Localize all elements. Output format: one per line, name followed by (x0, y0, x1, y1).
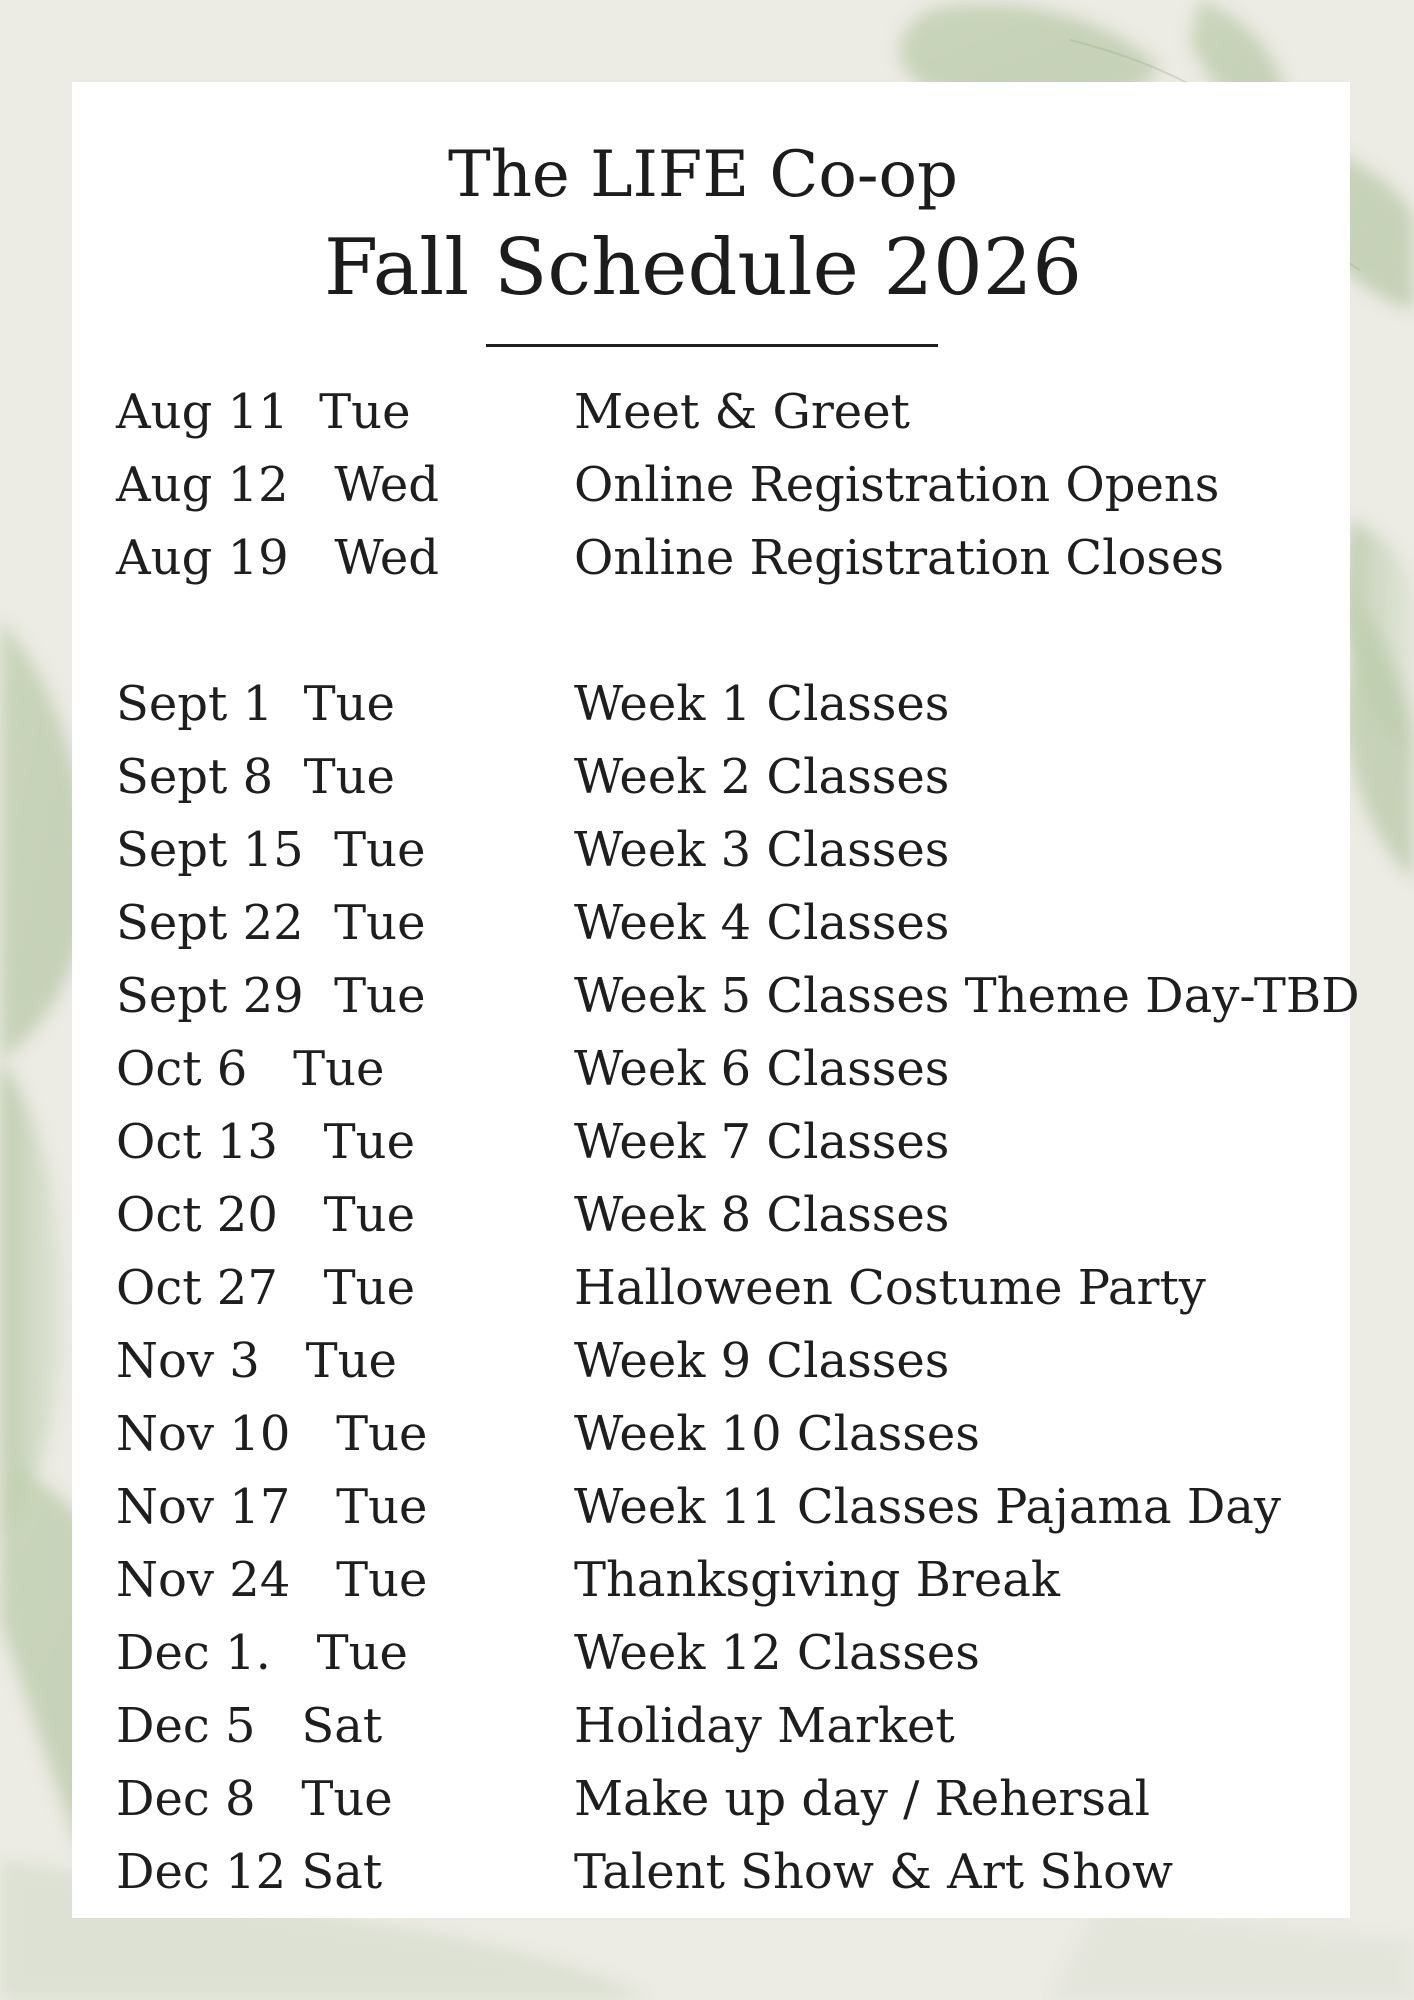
schedule-date: Oct 27 Tue (116, 1260, 415, 1316)
schedule-title: Fall Schedule 2026 (323, 223, 1083, 313)
schedule-event: Week 5 Classes Theme Day-TBD (574, 968, 1360, 1024)
schedule-date: Oct 13 Tue (116, 1114, 415, 1170)
schedule-event: Week 6 Classes (574, 1041, 950, 1097)
schedule-row (0, 1398, 1414, 1470)
schedule-row (0, 1690, 1414, 1762)
schedule-row (0, 1179, 1414, 1251)
schedule-event: Week 11 Classes Pajama Day (574, 1479, 1282, 1535)
schedule-date: Sept 1 Tue (116, 676, 395, 732)
schedule-event: Online Registration Closes (574, 530, 1225, 586)
schedule-row (0, 1471, 1414, 1543)
title-divider (486, 344, 938, 347)
organization-title: The LIFE Co-op (448, 138, 958, 212)
schedule-date: Nov 24 Tue (116, 1552, 428, 1608)
schedule-date: Nov 3 Tue (116, 1333, 397, 1389)
schedule-event: Week 8 Classes (574, 1187, 950, 1243)
schedule-date: Aug 11 Tue (116, 384, 411, 440)
schedule-row (0, 1544, 1414, 1616)
schedule-date: Sept 15 Tue (116, 822, 426, 878)
schedule-event: Meet & Greet (574, 384, 910, 440)
schedule-row (0, 887, 1414, 959)
schedule-row (0, 1763, 1414, 1835)
schedule-date: Aug 19 Wed (116, 530, 439, 586)
schedule-event: Thanksgiving Break (574, 1552, 1060, 1608)
schedule-event: Week 9 Classes (574, 1333, 950, 1389)
schedule-date: Sept 29 Tue (116, 968, 426, 1024)
schedule-date: Sept 22 Tue (116, 895, 426, 951)
schedule-event: Week 3 Classes (574, 822, 950, 878)
schedule-row (0, 814, 1414, 886)
schedule-row (0, 1325, 1414, 1397)
schedule-event: Week 7 Classes (574, 1114, 950, 1170)
schedule-event: Week 4 Classes (574, 895, 950, 951)
schedule-row (0, 449, 1414, 521)
schedule-date: Dec 8 Tue (116, 1771, 393, 1827)
schedule-row (0, 522, 1414, 594)
schedule-row (0, 1252, 1414, 1324)
schedule-row (0, 376, 1414, 448)
schedule-date: Dec 5 Sat (116, 1698, 383, 1754)
schedule-row (0, 960, 1414, 1032)
schedule-date: Sept 8 Tue (116, 749, 395, 805)
schedule-date: Oct 6 Tue (116, 1041, 385, 1097)
schedule-date: Oct 20 Tue (116, 1187, 415, 1243)
schedule-row (0, 741, 1414, 813)
schedule-event: Halloween Costume Party (574, 1260, 1206, 1316)
schedule-date: Dec 1. Tue (116, 1625, 408, 1681)
schedule-event: Week 10 Classes (574, 1406, 980, 1462)
schedule-row (0, 668, 1414, 740)
schedule-event: Holiday Market (574, 1698, 955, 1754)
schedule-row (0, 1836, 1414, 1908)
schedule-row (0, 1033, 1414, 1105)
schedule-row (0, 1106, 1414, 1178)
schedule-event: Week 2 Classes (574, 749, 950, 805)
schedule-row (0, 1617, 1414, 1689)
schedule-date: Aug 12 Wed (116, 457, 439, 513)
schedule-event: Online Registration Opens (574, 457, 1220, 513)
schedule-date: Dec 12 Sat (116, 1844, 383, 1900)
schedule-event: Make up day / Rehersal (574, 1771, 1150, 1827)
schedule-event: Week 12 Classes (574, 1625, 980, 1681)
schedule-date: Nov 17 Tue (116, 1479, 428, 1535)
schedule-event: Week 1 Classes (574, 676, 950, 732)
schedule-date: Nov 10 Tue (116, 1406, 428, 1462)
schedule-event: Talent Show & Art Show (574, 1844, 1174, 1900)
